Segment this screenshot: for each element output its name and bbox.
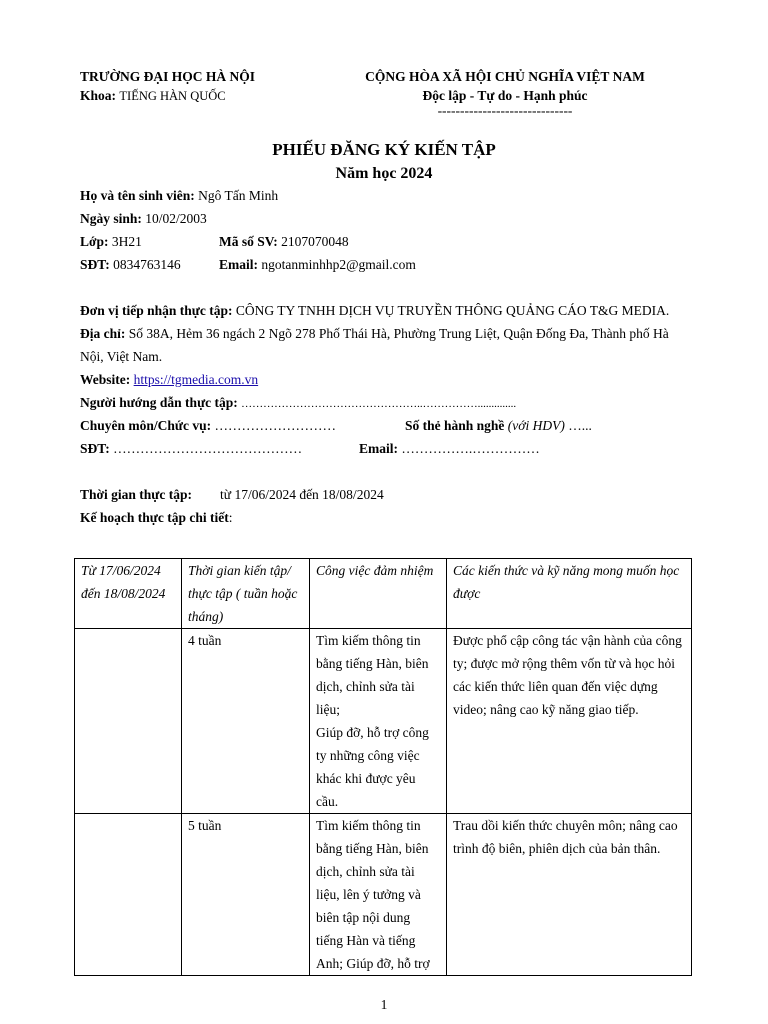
faculty-line (80, 86, 255, 106)
host-unit-label: Đơn vị tiếp nhận thực tập: (80, 303, 233, 318)
university-name: TRƯỜNG ĐẠI HỌC HÀ NỘI (80, 69, 256, 84)
header-left (80, 67, 255, 106)
table-cell-skills: Trau dồi kiến thức chuyên môn; nâng cao trình độ biên, phiên dịch của bản thân. (447, 814, 692, 976)
plan-colon: : (228, 510, 233, 525)
student-email-value: ngotanminhhp2@gmail.com (261, 257, 416, 272)
website-link[interactable]: https://tgmedia.com.vn (133, 372, 259, 387)
student-contact-line (80, 253, 690, 276)
table-row (75, 629, 692, 814)
host-unit-value: CÔNG TY TNHH DỊCH VỤ TRUYỀN THÔNG QUẢNG CÁO T&G MEDIA. (235, 303, 670, 318)
period-label: Thời gian thực tập: (80, 487, 192, 502)
host-unit-line (80, 299, 690, 322)
mentor-phone-value: …………………………………… (113, 441, 303, 456)
student-name-value: Ngô Tấn Minh (198, 188, 279, 203)
student-phone-label: SĐT: (80, 257, 110, 272)
address-value: Số 38A, Hẻm 36 ngách 2 Ngõ 278 Phố Thái Hà, Phường Trung Liệt, Quận Đống Đa, Thành phố Hà Nội, Việt Nam. (80, 326, 669, 364)
table-header-cell: Thời gian kiến tập/ thực tập ( tuần hoặc tháng) (182, 559, 310, 629)
table-header-cell: Từ 17/06/2024 đến 18/08/2024 (75, 559, 182, 629)
task-paragraph: Giúp đỡ, hỗ trợ công ty những công việc khác khi được yêu cầu. (316, 725, 429, 809)
student-email-group (219, 253, 416, 276)
student-id-value: 2107070048 (281, 234, 349, 249)
class-line (80, 230, 690, 253)
position-value: ……………………… (214, 418, 336, 433)
website-label: Website: (80, 372, 131, 387)
plan-table (74, 558, 692, 976)
license-note: (với HDV) (507, 418, 565, 433)
table-row (75, 814, 692, 976)
license-group (405, 414, 592, 437)
license-value: …... (568, 418, 592, 433)
task-paragraph: Tìm kiếm thông tin bằng tiếng Hàn, biên dịch, chỉnh sửa tài liệu; (316, 633, 429, 717)
title-block (0, 137, 768, 186)
website-line (80, 368, 690, 391)
class-value: 3H21 (111, 234, 142, 249)
form-subtitle: Năm học 2024 (335, 165, 433, 182)
header-right (300, 67, 710, 117)
position-line (80, 414, 690, 437)
license-label: Số thẻ hành nghề (405, 418, 505, 433)
table-cell-task (310, 629, 447, 814)
period-value: từ 17/06/2024 đến 18/08/2024 (220, 487, 384, 502)
table-cell-period (75, 629, 182, 814)
spacer (80, 276, 690, 299)
address-label: Địa chỉ: (80, 326, 126, 341)
republic-title: CỘNG HÒA XÃ HỘI CHỦ NGHĨA VIỆT NAM (365, 69, 645, 84)
student-email-label: Email: (219, 257, 258, 272)
student-id-group (219, 230, 349, 253)
faculty-label: Khoa: (80, 88, 117, 103)
dob-label: Ngày sinh: (80, 211, 142, 226)
plan-label-line (80, 506, 690, 529)
faculty-value: TIẾNG HÀN QUỐC (119, 89, 226, 103)
table-cell-period (75, 814, 182, 976)
mentor-label: Người hướng dẫn thực tập: (80, 395, 238, 410)
table-cell-duration: 4 tuần (182, 629, 310, 814)
info-section (80, 184, 690, 529)
national-motto: Độc lập - Tự do - Hạnh phúc (422, 88, 588, 103)
mentor-value: …………………………………………..…………….............. (241, 398, 517, 410)
table-cell-duration: 5 tuần (182, 814, 310, 976)
task-paragraph: Tìm kiếm thông tin bằng tiếng Hàn, biên dịch, chỉnh sửa tài liệu, lên ý tưởng và biên tập nội dung tiếng Hàn và tiếng Anh; Giúp đỡ, hỗ trợ (316, 818, 430, 971)
mentor-contact-line (80, 437, 690, 460)
mentor-email-value: …………….…………… (401, 441, 540, 456)
student-name-line (80, 184, 690, 207)
dob-value: 10/02/2003 (145, 211, 207, 226)
spacer (80, 460, 690, 483)
header-separator: ------------------------------ (437, 103, 573, 118)
table-header-cell: Các kiến thức và kỹ năng mong muốn học được (447, 559, 692, 629)
dob-line (80, 207, 690, 230)
mentor-email-group (359, 437, 540, 460)
table-header-row (75, 559, 692, 629)
student-phone-value: 0834763146 (113, 257, 181, 272)
period-line (80, 483, 690, 506)
mentor-email-label: Email: (359, 441, 398, 456)
position-label: Chuyên môn/Chức vụ: (80, 418, 212, 433)
student-id-label: Mã số SV: (219, 234, 278, 249)
table-cell-skills: Được phổ cập công tác vận hành của công ty; được mở rộng thêm vốn từ và học hỏi các kiến thức liên quan đến việc dựng video; nâng cao kỹ năng giao tiếp. (447, 629, 692, 814)
form-title: PHIẾU ĐĂNG KÝ KIẾN TẬP (272, 140, 496, 159)
table-cell-task (310, 814, 447, 976)
plan-label: Kế hoạch thực tập chi tiết (80, 510, 229, 525)
student-name-label: Họ và tên sinh viên: (80, 188, 195, 203)
class-label: Lớp: (80, 234, 109, 249)
mentor-phone-label: SĐT: (80, 441, 110, 456)
address-line (80, 322, 690, 368)
mentor-line (80, 391, 690, 414)
table-header-cell: Công việc đảm nhiệm (310, 559, 447, 629)
page-number: 1 (380, 997, 388, 1012)
